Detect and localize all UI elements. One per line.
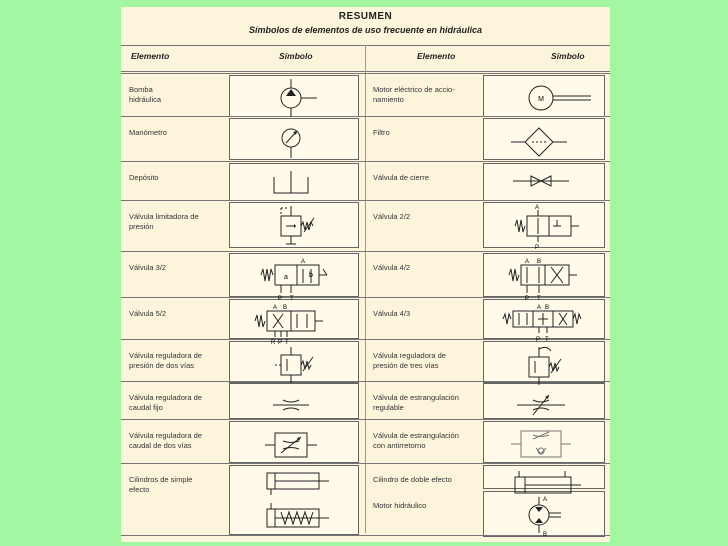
header-simbolo-left: Símbolo (279, 51, 313, 61)
element-label: Cilindros de simple efecto (129, 475, 193, 494)
pressure-reducing-2way-symbol (231, 343, 361, 387)
svg-text:R: R (271, 340, 276, 346)
pressure-reducing-3way-symbol (481, 343, 606, 387)
element-label: Válvula 2/2 (373, 212, 411, 221)
element-label: Bomba hidráulica (129, 85, 162, 104)
element-label: Válvula limitadora de presión (129, 212, 199, 231)
shut-off-valve-symbol (481, 165, 606, 205)
svg-text:a: a (284, 274, 288, 281)
flow-control-2way-symbol (231, 423, 361, 467)
pump-symbol (231, 77, 361, 121)
svg-text:T: T (285, 340, 289, 346)
svg-text:B: B (543, 532, 548, 538)
element-label: Válvula 5/2 (129, 309, 167, 318)
page-subtitle: Símbolos de elementos de uso frecuente en hidráulica (248, 25, 483, 35)
svg-text:T: T (290, 296, 294, 302)
svg-text:B: B (537, 259, 542, 265)
valve-4-2-symbol (481, 255, 606, 301)
hydraulic-motor-symbol (481, 493, 606, 539)
valve-5-2-symbol (231, 301, 361, 345)
svg-text:A: A (273, 305, 278, 311)
element-label: Válvula reguladora de presión de dos vías (129, 351, 202, 370)
header-elemento-right: Elemento (417, 51, 456, 61)
element-label: Válvula reguladora de caudal de dos vías (129, 431, 202, 450)
element-label: Depósito (129, 173, 159, 182)
svg-text:M: M (538, 96, 544, 103)
svg-text:P: P (525, 296, 530, 302)
element-label: Válvula de estrangulación con antirretorno (373, 431, 459, 450)
fixed-flow-throttle-symbol (231, 385, 361, 425)
tank-symbol (231, 165, 361, 205)
summary-sheet (121, 7, 610, 542)
svg-text:P: P (535, 245, 540, 251)
svg-text:A: A (301, 259, 306, 265)
svg-text:B: B (545, 305, 550, 311)
valve-2-2-symbol (481, 204, 606, 250)
svg-text:A: A (537, 305, 542, 311)
column-divider (365, 45, 366, 533)
element-label: Válvula reguladora de caudal fijo (129, 393, 202, 412)
throttle-check-valve-symbol (481, 423, 606, 467)
element-label: Filtro (373, 128, 390, 137)
element-label: Motor eléctrico de accio- namiento (373, 85, 455, 104)
svg-text:A: A (525, 259, 530, 265)
svg-text:P: P (278, 296, 283, 302)
row-divider (121, 73, 610, 74)
svg-text:P: P (536, 337, 541, 343)
pressure-gauge-symbol (231, 120, 361, 164)
element-label: Motor hidráulico (373, 501, 427, 510)
element-label: Manómetro (129, 128, 167, 137)
filter-symbol (481, 120, 606, 164)
element-label: Válvula 3/2 (129, 263, 167, 272)
page-title: RESUMEN (338, 11, 393, 22)
valve-4-3-symbol (481, 301, 606, 345)
svg-text:P: P (278, 340, 283, 346)
header-simbolo-right: Símbolo (551, 51, 585, 61)
row-divider (121, 251, 610, 252)
svg-text:T: T (537, 296, 541, 302)
element-label: Válvula 4/3 (373, 309, 411, 318)
electric-motor-symbol (481, 77, 606, 121)
svg-text:B: B (283, 305, 288, 311)
svg-text:A: A (535, 205, 540, 211)
svg-text:A: A (543, 497, 548, 503)
header-elemento-left: Elemento (131, 51, 170, 61)
adjustable-throttle-symbol (481, 385, 606, 425)
svg-text:b: b (309, 272, 313, 279)
element-label: Válvula 4/2 (373, 263, 411, 272)
element-label: Cilindro de doble efecto (373, 475, 452, 484)
single-acting-cylinders-symbol (231, 467, 361, 535)
pressure-relief-valve-symbol (231, 204, 361, 250)
element-label: Válvula de estrangulación regulable (373, 393, 459, 412)
valve-3-2-symbol (231, 255, 361, 301)
element-label: Válvula de cierre (373, 173, 429, 182)
element-label: Válvula reguladora de presión de tres vías (373, 351, 446, 370)
svg-text:T: T (545, 337, 549, 343)
